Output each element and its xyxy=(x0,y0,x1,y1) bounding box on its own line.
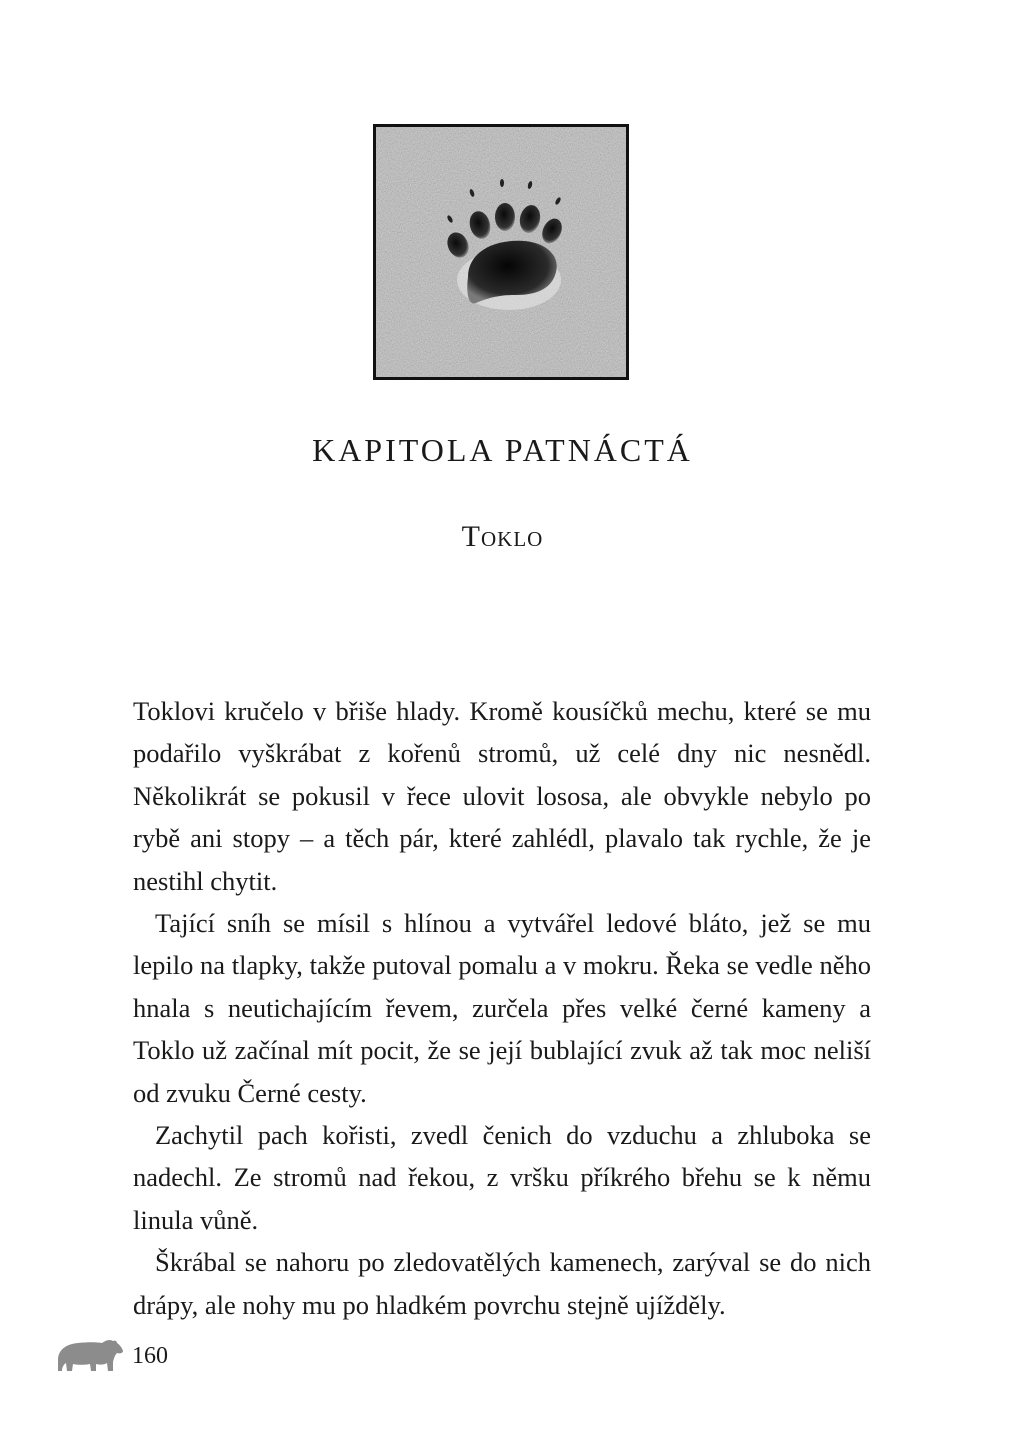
paw-print-icon xyxy=(376,127,626,377)
chapter-title: Toklo xyxy=(461,520,544,553)
bear-icon xyxy=(56,1334,124,1374)
paragraph: Toklovi kručelo v břiše hlady. Kromě kousíčků mechu, které se mu podařilo vyškrábat z kořenů stromů, už celé dny nic nesnědl. Několikrát se pokusil v řece ulovit lososa, ale obvykle nebylo po rybě ani stopy – a těch pár, které zahlédl, plavalo tak rychle, že je nestihl chytit. xyxy=(133,696,871,896)
page-number: 160 xyxy=(132,1342,168,1369)
page-footer xyxy=(56,1334,168,1374)
paragraph: Škrábal se nahoru po zledovatělých kamenech, zarýval se do nich drápy, ale nohy mu po hladkém povrchu stejně ujížděly. xyxy=(133,1247,871,1320)
chapter-body xyxy=(133,690,871,1326)
chapter-label: KAPITOLA PATNÁCTÁ xyxy=(312,432,693,468)
chapter-illustration xyxy=(373,124,629,380)
paragraph: Tající sníh se mísil s hlínou a vytvářel ledové bláto, jež se mu lepilo na tlapky, takže putoval pomalu a v mokru. Řeka se vedle něho hnala s neutichajícím řevem, zurčela přes velké černé kameny a Toklo už začínal mít pocit, že se její bublající zvuk až tak moc neliší od zvuku Černé cesty. xyxy=(133,908,871,1108)
paragraph: Zachytil pach kořisti, zvedl čenich do vzduchu a zhluboka se nadechl. Ze stromů nad řekou, z vršku příkrého břehu se k němu linula vůně. xyxy=(133,1120,871,1235)
